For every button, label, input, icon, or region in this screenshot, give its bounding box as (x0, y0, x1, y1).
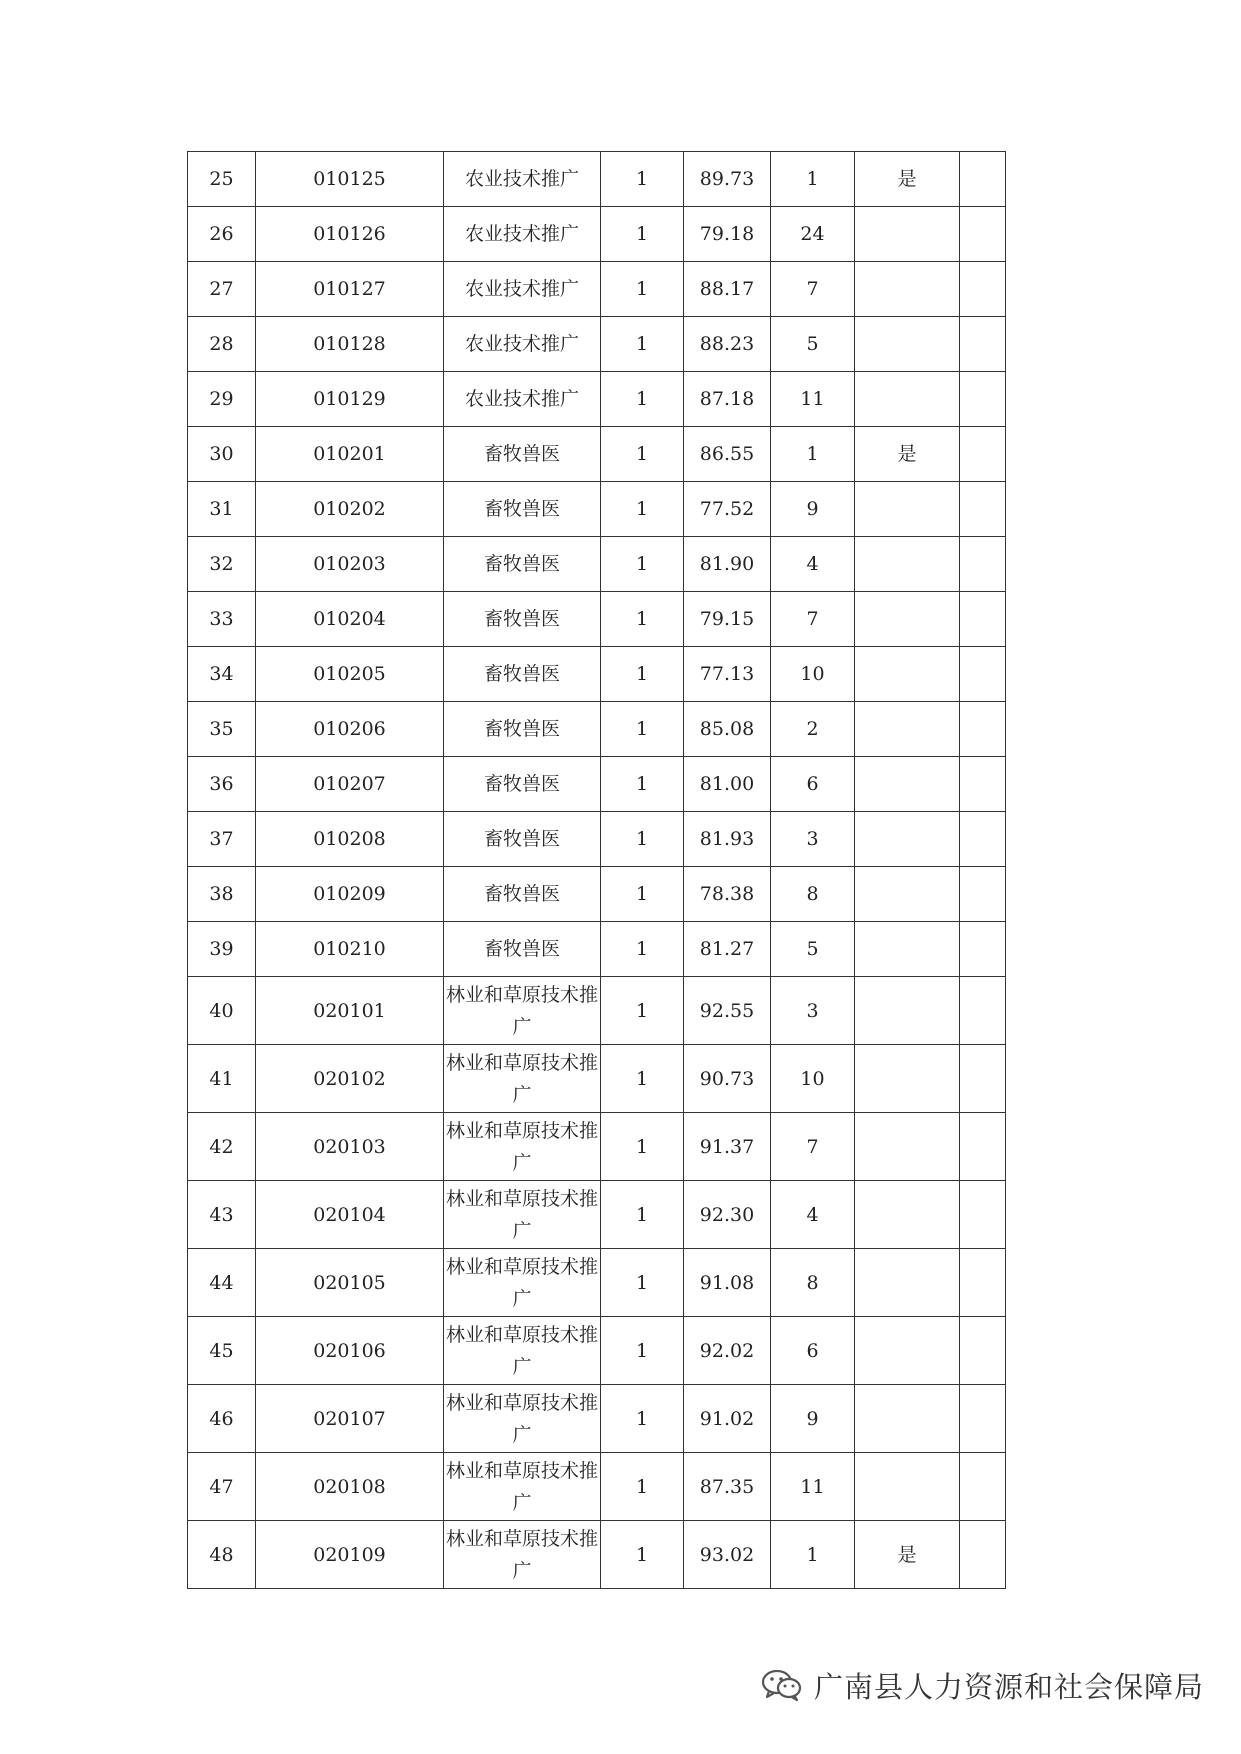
row-number-cell: 38 (188, 867, 256, 922)
selected-cell (855, 1249, 960, 1317)
table-row (188, 757, 1006, 812)
post-name-cell: 农业技术推广 (444, 152, 601, 207)
rank-cell: 4 (771, 1181, 855, 1249)
row-number-cell: 44 (188, 1249, 256, 1317)
table-row (188, 1521, 1006, 1589)
table-row (188, 1045, 1006, 1113)
post-name-cell: 林业和草原技术推广 (444, 977, 601, 1045)
post-name-cell: 畜牧兽医 (444, 922, 601, 977)
row-number-cell: 35 (188, 702, 256, 757)
rank-cell: 9 (771, 1385, 855, 1453)
row-number-cell: 27 (188, 262, 256, 317)
rank-cell: 5 (771, 317, 855, 372)
post-name-cell: 畜牧兽医 (444, 647, 601, 702)
score-cell: 91.37 (684, 1113, 771, 1181)
remark-cell (960, 702, 1006, 757)
score-cell: 92.55 (684, 977, 771, 1045)
quota-cell: 1 (601, 702, 684, 757)
quota-cell: 1 (601, 1385, 684, 1453)
row-number-cell: 31 (188, 482, 256, 537)
post-name-cell: 林业和草原技术推广 (444, 1317, 601, 1385)
quota-cell: 1 (601, 757, 684, 812)
row-number-cell: 25 (188, 152, 256, 207)
post-name-cell: 林业和草原技术推广 (444, 1521, 601, 1589)
remark-cell (960, 1113, 1006, 1181)
candidate-code-cell: 020104 (256, 1181, 444, 1249)
quota-cell: 1 (601, 317, 684, 372)
quota-cell: 1 (601, 482, 684, 537)
post-name-cell: 农业技术推广 (444, 317, 601, 372)
quota-cell: 1 (601, 1181, 684, 1249)
candidate-code-cell: 010129 (256, 372, 444, 427)
post-name-cell: 林业和草原技术推广 (444, 1249, 601, 1317)
table-body (188, 152, 1006, 1589)
selected-cell (855, 1113, 960, 1181)
remark-cell (960, 812, 1006, 867)
selected-cell (855, 592, 960, 647)
selected-cell (855, 702, 960, 757)
remark-cell (960, 1181, 1006, 1249)
remark-cell (960, 372, 1006, 427)
remark-cell (960, 592, 1006, 647)
score-cell: 81.27 (684, 922, 771, 977)
selected-cell (855, 757, 960, 812)
table-row (188, 1113, 1006, 1181)
table-row (188, 152, 1006, 207)
score-cell: 91.02 (684, 1385, 771, 1453)
rank-cell: 4 (771, 537, 855, 592)
score-cell: 90.73 (684, 1045, 771, 1113)
table-row (188, 592, 1006, 647)
candidate-code-cell: 020103 (256, 1113, 444, 1181)
quota-cell: 1 (601, 867, 684, 922)
rank-cell: 1 (771, 427, 855, 482)
post-name-cell: 畜牧兽医 (444, 702, 601, 757)
rank-cell: 7 (771, 1113, 855, 1181)
rank-cell: 7 (771, 262, 855, 317)
selected-cell (855, 1317, 960, 1385)
selected-cell: 是 (855, 152, 960, 207)
candidate-code-cell: 010203 (256, 537, 444, 592)
rank-cell: 8 (771, 867, 855, 922)
selected-cell (855, 262, 960, 317)
table-row (188, 317, 1006, 372)
row-number-cell: 32 (188, 537, 256, 592)
table-row (188, 1385, 1006, 1453)
selected-cell (855, 482, 960, 537)
score-cell: 85.08 (684, 702, 771, 757)
selected-cell (855, 1045, 960, 1113)
watermark (760, 1660, 1204, 1710)
remark-cell (960, 1317, 1006, 1385)
candidate-code-cell: 010209 (256, 867, 444, 922)
score-cell: 86.55 (684, 427, 771, 482)
post-name-cell: 林业和草原技术推广 (444, 1385, 601, 1453)
selected-cell (855, 647, 960, 702)
rank-cell: 9 (771, 482, 855, 537)
post-name-cell: 林业和草原技术推广 (444, 1181, 601, 1249)
rank-cell: 24 (771, 207, 855, 262)
table-row (188, 702, 1006, 757)
candidate-code-cell: 010205 (256, 647, 444, 702)
post-name-cell: 林业和草原技术推广 (444, 1045, 601, 1113)
score-cell: 88.23 (684, 317, 771, 372)
quota-cell: 1 (601, 1317, 684, 1385)
post-name-cell: 农业技术推广 (444, 262, 601, 317)
quota-cell: 1 (601, 1113, 684, 1181)
post-name-cell: 林业和草原技术推广 (444, 1113, 601, 1181)
remark-cell (960, 1521, 1006, 1589)
selected-cell (855, 922, 960, 977)
post-name-cell: 畜牧兽医 (444, 482, 601, 537)
remark-cell (960, 757, 1006, 812)
rank-cell: 1 (771, 152, 855, 207)
candidate-code-cell: 010127 (256, 262, 444, 317)
quota-cell: 1 (601, 207, 684, 262)
score-cell: 93.02 (684, 1521, 771, 1589)
post-name-cell: 林业和草原技术推广 (444, 1453, 601, 1521)
remark-cell (960, 317, 1006, 372)
score-cell: 79.15 (684, 592, 771, 647)
selected-cell (855, 207, 960, 262)
quota-cell: 1 (601, 427, 684, 482)
post-name-cell: 农业技术推广 (444, 207, 601, 262)
candidate-code-cell: 020105 (256, 1249, 444, 1317)
remark-cell (960, 152, 1006, 207)
candidate-code-cell: 010207 (256, 757, 444, 812)
quota-cell: 1 (601, 1249, 684, 1317)
rank-cell: 2 (771, 702, 855, 757)
row-number-cell: 33 (188, 592, 256, 647)
score-cell: 78.38 (684, 867, 771, 922)
quota-cell: 1 (601, 1045, 684, 1113)
row-number-cell: 43 (188, 1181, 256, 1249)
candidate-code-cell: 010125 (256, 152, 444, 207)
post-name-cell: 畜牧兽医 (444, 537, 601, 592)
quota-cell: 1 (601, 262, 684, 317)
table-row (188, 482, 1006, 537)
candidate-code-cell: 020101 (256, 977, 444, 1045)
quota-cell: 1 (601, 537, 684, 592)
remark-cell (960, 482, 1006, 537)
post-name-cell: 畜牧兽医 (444, 592, 601, 647)
row-number-cell: 45 (188, 1317, 256, 1385)
score-cell: 79.18 (684, 207, 771, 262)
remark-cell (960, 977, 1006, 1045)
remark-cell (960, 1045, 1006, 1113)
quota-cell: 1 (601, 922, 684, 977)
table-row (188, 262, 1006, 317)
table-row (188, 1249, 1006, 1317)
candidate-code-cell: 010206 (256, 702, 444, 757)
table-row (188, 977, 1006, 1045)
post-name-cell: 畜牧兽医 (444, 427, 601, 482)
score-cell: 87.18 (684, 372, 771, 427)
post-name-cell: 畜牧兽医 (444, 867, 601, 922)
row-number-cell: 40 (188, 977, 256, 1045)
remark-cell (960, 647, 1006, 702)
candidate-code-cell: 010128 (256, 317, 444, 372)
row-number-cell: 30 (188, 427, 256, 482)
candidate-code-cell: 020102 (256, 1045, 444, 1113)
score-cell: 91.08 (684, 1249, 771, 1317)
remark-cell (960, 262, 1006, 317)
row-number-cell: 41 (188, 1045, 256, 1113)
score-cell: 88.17 (684, 262, 771, 317)
quota-cell: 1 (601, 647, 684, 702)
selected-cell: 是 (855, 427, 960, 482)
row-number-cell: 39 (188, 922, 256, 977)
quota-cell: 1 (601, 592, 684, 647)
remark-cell (960, 1385, 1006, 1453)
remark-cell (960, 537, 1006, 592)
table-row (188, 922, 1006, 977)
remark-cell (960, 1249, 1006, 1317)
rank-cell: 10 (771, 1045, 855, 1113)
candidate-code-cell: 010126 (256, 207, 444, 262)
score-cell: 77.52 (684, 482, 771, 537)
remark-cell (960, 427, 1006, 482)
score-cell: 92.02 (684, 1317, 771, 1385)
selected-cell (855, 812, 960, 867)
candidate-code-cell: 020108 (256, 1453, 444, 1521)
rank-cell: 3 (771, 977, 855, 1045)
selected-cell (855, 372, 960, 427)
row-number-cell: 28 (188, 317, 256, 372)
post-name-cell: 畜牧兽医 (444, 812, 601, 867)
row-number-cell: 36 (188, 757, 256, 812)
candidate-code-cell: 020107 (256, 1385, 444, 1453)
rank-cell: 11 (771, 372, 855, 427)
score-cell: 81.90 (684, 537, 771, 592)
selected-cell (855, 1385, 960, 1453)
row-number-cell: 42 (188, 1113, 256, 1181)
post-name-cell: 畜牧兽医 (444, 757, 601, 812)
table-row (188, 427, 1006, 482)
score-cell: 92.30 (684, 1181, 771, 1249)
rank-cell: 11 (771, 1453, 855, 1521)
score-cell: 81.00 (684, 757, 771, 812)
rank-cell: 10 (771, 647, 855, 702)
candidate-code-cell: 010208 (256, 812, 444, 867)
candidate-code-cell: 010201 (256, 427, 444, 482)
row-number-cell: 48 (188, 1521, 256, 1589)
rank-cell: 5 (771, 922, 855, 977)
remark-cell (960, 922, 1006, 977)
remark-cell (960, 207, 1006, 262)
rank-cell: 6 (771, 1317, 855, 1385)
row-number-cell: 46 (188, 1385, 256, 1453)
rank-cell: 7 (771, 592, 855, 647)
quota-cell: 1 (601, 372, 684, 427)
candidate-code-cell: 010202 (256, 482, 444, 537)
rank-cell: 1 (771, 1521, 855, 1589)
selected-cell: 是 (855, 1521, 960, 1589)
table-row (188, 537, 1006, 592)
quota-cell: 1 (601, 1453, 684, 1521)
quota-cell: 1 (601, 1521, 684, 1589)
selected-cell (855, 1453, 960, 1521)
score-cell: 81.93 (684, 812, 771, 867)
table-row (188, 812, 1006, 867)
row-number-cell: 26 (188, 207, 256, 262)
selected-cell (855, 977, 960, 1045)
remark-cell (960, 867, 1006, 922)
selected-cell (855, 867, 960, 922)
wechat-icon (760, 1667, 804, 1703)
selected-cell (855, 537, 960, 592)
row-number-cell: 34 (188, 647, 256, 702)
table-row (188, 647, 1006, 702)
score-cell: 87.35 (684, 1453, 771, 1521)
table-row (188, 1317, 1006, 1385)
candidate-code-cell: 010204 (256, 592, 444, 647)
table-row (188, 867, 1006, 922)
candidate-code-cell: 010210 (256, 922, 444, 977)
score-cell: 89.73 (684, 152, 771, 207)
table-row (188, 207, 1006, 262)
results-table (187, 151, 1006, 1589)
quota-cell: 1 (601, 977, 684, 1045)
rank-cell: 3 (771, 812, 855, 867)
selected-cell (855, 1181, 960, 1249)
table-row (188, 372, 1006, 427)
rank-cell: 8 (771, 1249, 855, 1317)
selected-cell (855, 317, 960, 372)
candidate-code-cell: 020109 (256, 1521, 444, 1589)
quota-cell: 1 (601, 812, 684, 867)
score-cell: 77.13 (684, 647, 771, 702)
table-row (188, 1181, 1006, 1249)
account-name: 广南县人力资源和社会保障局 (814, 1669, 1205, 1704)
row-number-cell: 37 (188, 812, 256, 867)
candidate-code-cell: 020106 (256, 1317, 444, 1385)
rank-cell: 6 (771, 757, 855, 812)
remark-cell (960, 1453, 1006, 1521)
post-name-cell: 农业技术推广 (444, 372, 601, 427)
row-number-cell: 47 (188, 1453, 256, 1521)
quota-cell: 1 (601, 152, 684, 207)
row-number-cell: 29 (188, 372, 256, 427)
table-row (188, 1453, 1006, 1521)
